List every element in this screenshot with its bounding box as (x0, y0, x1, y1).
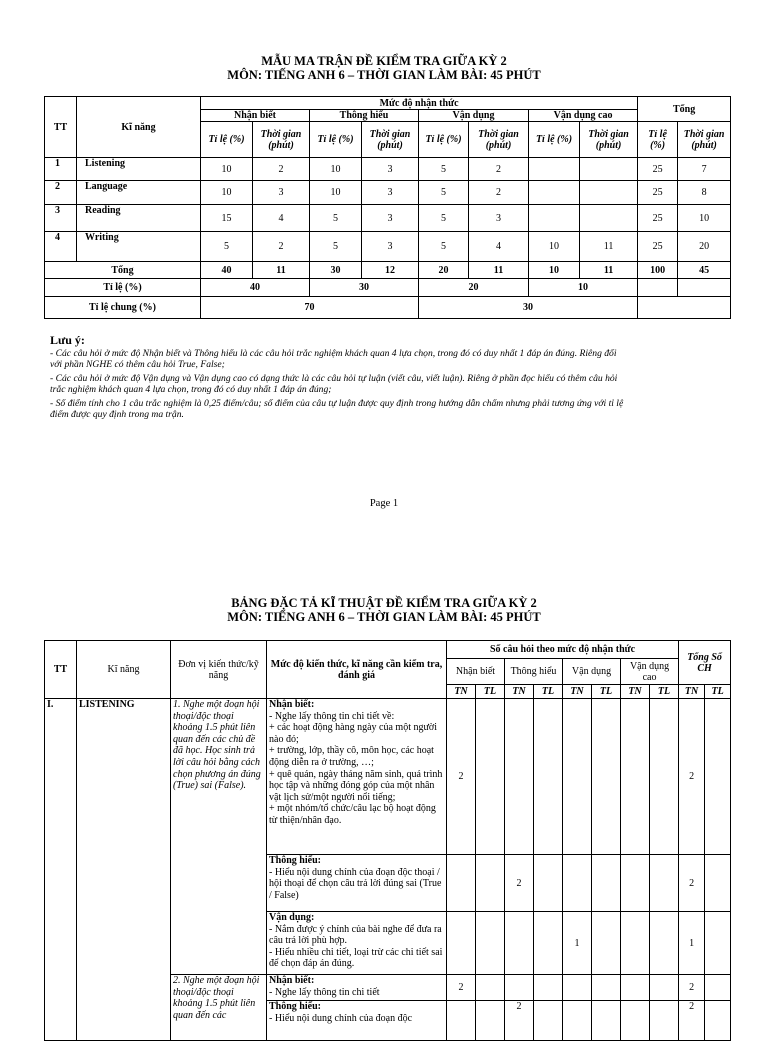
level-title: Nhận biết: (269, 699, 315, 710)
cell (650, 912, 679, 975)
cell: 5 (419, 181, 469, 205)
level-title: Thông hiểu: (269, 1001, 321, 1012)
cell (650, 1001, 679, 1041)
cell: 2 (505, 855, 534, 912)
header-thoi-gian: Thời gian (phút) (580, 122, 638, 158)
row-tt: 1 (45, 158, 77, 181)
cell (638, 297, 731, 319)
cell (592, 1001, 621, 1041)
cell (580, 181, 638, 205)
cell: 30 (310, 262, 362, 279)
note-line: - Số điểm tính cho 1 câu trắc nghiệm là 0,25 điểm/câu; số điểm của câu tự luận được quy định trong hướng dẫn chấm nhưng phải tương ứng với tỉ lệ (50, 398, 624, 409)
spec-header-tt: TT (45, 641, 77, 699)
cell: 5 (419, 158, 469, 181)
tn-header: TN (679, 685, 705, 699)
cell: 2 (679, 699, 705, 855)
total-label: Tổng (45, 262, 201, 279)
cell: 2 (447, 975, 476, 1001)
cell (529, 181, 580, 205)
note-title: Lưu ý: (50, 333, 85, 347)
spec-header-van-dung-cao: Vận dụng cao (621, 659, 679, 685)
row-skill: Language (77, 181, 201, 205)
cell: 2 (679, 1001, 705, 1041)
cell: 25 (638, 232, 678, 262)
row-tt: 2 (45, 181, 77, 205)
cell: 11 (580, 232, 638, 262)
cell: 5 (310, 232, 362, 262)
cell: 20 (419, 262, 469, 279)
header-thong-hieu: Thông hiểu (310, 110, 419, 122)
cell: 3 (362, 232, 419, 262)
level-body: - Nắm được ý chính của bài nghe để đưa ra câu trả lời phù hợp. - Hiểu nhiều chi tiết, loại trừ các chi tiết sai để chọn đáp án đúng. (269, 923, 443, 970)
spec-row (45, 699, 731, 855)
cell: 3 (253, 181, 310, 205)
header-van-dung-cao: Vận dụng cao (529, 110, 638, 122)
level-title: Vận dụng: (269, 912, 315, 923)
cell: 30 (310, 279, 419, 297)
ratio-general-label: Tỉ lệ chung (%) (45, 297, 201, 319)
cell (592, 699, 621, 855)
cell: 70 (201, 297, 419, 319)
header-ti-le: Tỉ lệ (%) (419, 122, 469, 158)
cell: 40 (201, 279, 310, 297)
tn-header: TN (447, 685, 476, 699)
cell (563, 855, 592, 912)
unit-2: 2. Nghe một đoạn hội thoại/độc thoại khoảng 1.5 phút liên quan đến các (171, 975, 267, 1041)
tl-header: TL (592, 685, 621, 699)
header-total: Tổng (638, 97, 731, 122)
row-tt: 3 (45, 205, 77, 232)
cell (705, 912, 731, 975)
note-line: điểm được quy định trong ma trận. (50, 409, 184, 420)
header-thoi-gian: Thời gian (phút) (678, 122, 731, 158)
header-tt: TT (45, 97, 77, 158)
cell: 10 (529, 262, 580, 279)
cell: 10 (529, 279, 638, 297)
level-body: - Hiểu nội dung chính của đoạn độc thoại / hội thoại để chọn câu trả lời đúng sai (True / False) (269, 866, 442, 901)
cell: 45 (678, 262, 731, 279)
cell (476, 975, 505, 1001)
cell (534, 912, 563, 975)
spec-header-unit: Đơn vị kiến thức/kỹ năng (171, 641, 267, 699)
cell (705, 699, 731, 855)
cell: 2 (679, 855, 705, 912)
cell (476, 699, 505, 855)
cell (563, 699, 592, 855)
cell: 2 (253, 232, 310, 262)
cell: 10 (678, 205, 731, 232)
cell: 2 (505, 1001, 534, 1041)
level-desc (267, 855, 447, 912)
ratio-row (45, 279, 731, 297)
cell (592, 975, 621, 1001)
matrix-row (45, 232, 731, 262)
cell: 3 (362, 158, 419, 181)
level-title: Thông hiểu: (269, 855, 321, 866)
header-skill: Kĩ năng (77, 97, 201, 158)
cell (505, 975, 534, 1001)
header-level: Mức độ nhận thức (201, 97, 638, 110)
page2-title-line1: BẢNG ĐẶC TẢ KĨ THUẬT ĐỀ KIỂM TRA GIỮA KỲ 2 (231, 596, 537, 610)
tn-header: TN (563, 685, 592, 699)
spec-header-thong-hieu: Thông hiểu (505, 659, 563, 685)
cell (529, 158, 580, 181)
page1-title-line2: MÔN: TIẾNG ANH 6 – THỜI GIAN LÀM BÀI: 45 PHÚT (227, 68, 541, 82)
cell (476, 912, 505, 975)
cell (476, 855, 505, 912)
cell (638, 279, 678, 297)
cell: 10 (529, 232, 580, 262)
ratio-label: Tỉ lệ (%) (45, 279, 201, 297)
spec-table (44, 640, 731, 1041)
tn-header: TN (505, 685, 534, 699)
matrix-row (45, 205, 731, 232)
cell (534, 699, 563, 855)
cell (447, 1001, 476, 1041)
spec-header-tong-so: Tổng Số CH (679, 641, 731, 685)
spec-header-van-dung: Vận dụng (563, 659, 621, 685)
cell (621, 975, 650, 1001)
level-body: - Hiểu nội dung chính của đoạn độc (269, 1012, 413, 1024)
header-ti-le: Tỉ lệ (%) (638, 122, 678, 158)
cell: 10 (310, 181, 362, 205)
cell: 2 (469, 181, 529, 205)
cell: 1 (679, 912, 705, 975)
cell (476, 1001, 505, 1041)
cell: 20 (678, 232, 731, 262)
cell (580, 158, 638, 181)
tn-header: TN (621, 685, 650, 699)
note-line: với phần NGHE có thêm câu hỏi True, False; (50, 359, 225, 370)
cell: 2 (679, 975, 705, 1001)
cell: 4 (253, 205, 310, 232)
row-skill: Reading (77, 205, 201, 232)
section-skill: LISTENING (77, 699, 171, 1041)
cell (505, 699, 534, 855)
matrix-table (44, 96, 731, 319)
cell: 11 (253, 262, 310, 279)
header-nhan-biet: Nhận biết (201, 110, 310, 122)
page2-title-line2: MÔN: TIẾNG ANH 6 – THỜI GIAN LÀM BÀI: 45 PHÚT (227, 610, 541, 624)
tl-header: TL (650, 685, 679, 699)
level-desc (267, 1001, 447, 1041)
cell: 2 (447, 699, 476, 855)
cell: 3 (362, 181, 419, 205)
row-tt: 4 (45, 232, 77, 262)
cell (534, 1001, 563, 1041)
cell (621, 1001, 650, 1041)
cell (592, 855, 621, 912)
cell (705, 1001, 731, 1041)
total-row (45, 262, 731, 279)
cell (650, 699, 679, 855)
cell: 5 (310, 205, 362, 232)
section-tt: I. (45, 699, 77, 1041)
cell (563, 1001, 592, 1041)
level-body: - Nghe lấy thông tin chi tiết (269, 986, 380, 998)
spec-header-nhan-biet: Nhận biết (447, 659, 505, 685)
cell: 25 (638, 181, 678, 205)
cell: 8 (678, 181, 731, 205)
cell (563, 975, 592, 1001)
matrix-row (45, 158, 731, 181)
cell (678, 279, 731, 297)
cell: 11 (580, 262, 638, 279)
unit-1: 1. Nghe một đoạn hội thoại/độc thoại khoảng 1.5 phút liên quan đến các chủ đề đã học. Học sinh trả lời câu hỏi bằng cách chọn phương án đúng (True) sai (False). (171, 699, 267, 975)
note-line: - Các câu hỏi ở mức độ Nhận biết và Thông hiểu là các câu hỏi trắc nghiệm khách quan 4 lựa chọn, trong đó có duy nhất 1 đáp án đúng. Riêng đối (50, 348, 617, 359)
level-title: Nhận biết: (269, 975, 315, 986)
tl-header: TL (705, 685, 731, 699)
level-desc (267, 912, 447, 975)
cell: 40 (201, 262, 253, 279)
level-body: - Nghe lấy thông tin chi tiết về: + các hoạt động hàng ngày của một người nào đó; + trường, lớp, thầy cô, môn học, các hoạt động diễn ra ở trường, …; + quê quán, ngày tháng năm sinh, quá trình học tập và những đóng góp của một nhân vật lịch sử/một người nổi tiếng; + một nhóm/tổ chức/câu lạc bộ hoạt động từ thiện/nhân đạo. (269, 710, 443, 826)
cell (447, 912, 476, 975)
cell: 10 (201, 158, 253, 181)
header-ti-le: Tỉ lệ (%) (201, 122, 253, 158)
tl-header: TL (534, 685, 563, 699)
cell: 7 (678, 158, 731, 181)
cell: 25 (638, 205, 678, 232)
cell (650, 855, 679, 912)
level-desc (267, 699, 447, 855)
cell (650, 975, 679, 1001)
cell: 2 (253, 158, 310, 181)
cell (580, 205, 638, 232)
header-thoi-gian: Thời gian (phút) (253, 122, 310, 158)
row-skill: Listening (77, 158, 201, 181)
spec-header-so-cau: Số câu hỏi theo mức độ nhận thức (447, 641, 679, 659)
cell: 3 (362, 205, 419, 232)
spec-header-level-desc: Mức độ kiến thức, kĩ năng cần kiểm tra, đánh giá (267, 641, 447, 699)
header-ti-le: Tỉ lệ (%) (310, 122, 362, 158)
cell (534, 855, 563, 912)
note-line: - Các câu hỏi ở mức độ Vận dụng và Vận dụng cao có dạng thức là các câu hỏi tự luận (viết câu, viết luận). Riêng ở phần đọc hiểu có thêm câu hỏi (50, 373, 618, 384)
cell (621, 699, 650, 855)
cell: 12 (362, 262, 419, 279)
matrix-row (45, 181, 731, 205)
ratio-general-row (45, 297, 731, 319)
header-thoi-gian: Thời gian (phút) (362, 122, 419, 158)
page1-title-line1: MẪU MA TRẬN ĐỀ KIỂM TRA GIỮA KỲ 2 (261, 54, 507, 68)
cell: 10 (310, 158, 362, 181)
header-thoi-gian: Thời gian (phút) (469, 122, 529, 158)
cell: 20 (419, 279, 529, 297)
cell: 3 (469, 205, 529, 232)
cell: 15 (201, 205, 253, 232)
note-line: trắc nghiệm khách quan 4 lựa chọn, trong đó có duy nhất 1 đáp án đúng; (50, 384, 332, 395)
cell: 5 (419, 232, 469, 262)
cell (705, 975, 731, 1001)
cell: 5 (201, 232, 253, 262)
header-van-dung: Vận dụng (419, 110, 529, 122)
page-number: Page 1 (369, 498, 399, 509)
cell (705, 855, 731, 912)
cell: 100 (638, 262, 678, 279)
cell (505, 912, 534, 975)
cell: 10 (201, 181, 253, 205)
level-desc (267, 975, 447, 1001)
cell: 30 (419, 297, 638, 319)
cell (621, 855, 650, 912)
cell (592, 912, 621, 975)
tl-header: TL (476, 685, 505, 699)
cell (621, 912, 650, 975)
cell (534, 975, 563, 1001)
header-ti-le: Tỉ lệ (%) (529, 122, 580, 158)
cell: 11 (469, 262, 529, 279)
row-skill: Writing (77, 232, 201, 262)
spec-header-skill: Kĩ năng (77, 641, 171, 699)
cell: 1 (563, 912, 592, 975)
cell: 2 (469, 158, 529, 181)
cell: 25 (638, 158, 678, 181)
cell (447, 855, 476, 912)
cell (529, 205, 580, 232)
cell: 5 (419, 205, 469, 232)
cell: 4 (469, 232, 529, 262)
